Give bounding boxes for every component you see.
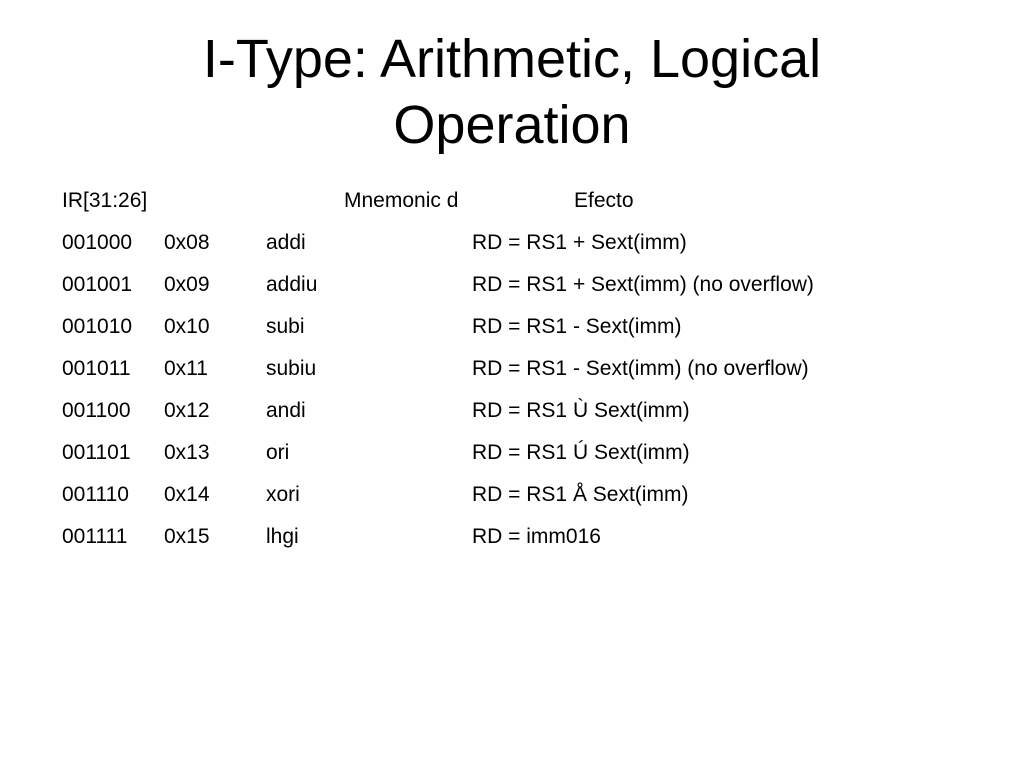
opcode-binary: 001000 (62, 231, 133, 254)
opcode-binary: 001100 (62, 399, 131, 422)
slide-title-line-2: Operation (393, 95, 631, 155)
opcode-binary: 001001 (62, 273, 133, 296)
table-row (0, 396, 1024, 426)
opcode-binary: 001111 (62, 525, 128, 548)
effect: RD = RS1 Ù Sext(imm) (472, 399, 690, 422)
table-row (0, 480, 1024, 510)
mnemonic: subi (266, 315, 305, 338)
effect: RD = RS1 + Sext(imm) (no overflow) (472, 273, 814, 296)
opcode-hex: 0x13 (164, 441, 210, 464)
effect: RD = RS1 Ú Sext(imm) (472, 441, 690, 464)
table-row (0, 228, 1024, 258)
effect: RD = RS1 Å Sext(imm) (472, 483, 689, 506)
opcode-hex: 0x15 (164, 525, 210, 548)
opcode-hex: 0x10 (164, 315, 210, 338)
mnemonic: ori (266, 441, 290, 464)
opcode-binary: 001011 (62, 357, 131, 380)
table-row (0, 438, 1024, 468)
opcode-hex: 0x08 (164, 231, 210, 254)
table-header (0, 186, 1024, 216)
opcode-hex: 0x14 (164, 483, 210, 506)
opcode-hex: 0x11 (164, 357, 208, 380)
table-row (0, 270, 1024, 300)
opcode-binary: 001110 (62, 483, 129, 506)
mnemonic: xori (266, 483, 300, 506)
effect: RD = RS1 + Sext(imm) (472, 231, 687, 254)
header-mnemonic: Mnemonic d (344, 189, 459, 212)
header-ir: IR[31:26] (62, 189, 148, 212)
opcode-hex: 0x09 (164, 273, 210, 296)
mnemonic: addi (266, 231, 306, 254)
table-row (0, 354, 1024, 384)
mnemonic: andi (266, 399, 306, 422)
mnemonic: addiu (266, 273, 318, 296)
mnemonic: subiu (266, 357, 317, 380)
effect: RD = imm016 (472, 525, 601, 548)
header-effect: Efecto (574, 189, 634, 212)
effect: RD = RS1 - Sext(imm) (no overflow) (472, 357, 809, 380)
mnemonic: lhgi (266, 525, 299, 548)
table-row (0, 312, 1024, 342)
effect: RD = RS1 - Sext(imm) (472, 315, 682, 338)
slide-title (0, 26, 1024, 158)
table-row (0, 522, 1024, 552)
opcode-hex: 0x12 (164, 399, 210, 422)
slide-title-line-1: I-Type: Arithmetic, Logical (202, 29, 822, 89)
opcode-binary: 001010 (62, 315, 133, 338)
opcode-binary: 001101 (62, 441, 131, 464)
